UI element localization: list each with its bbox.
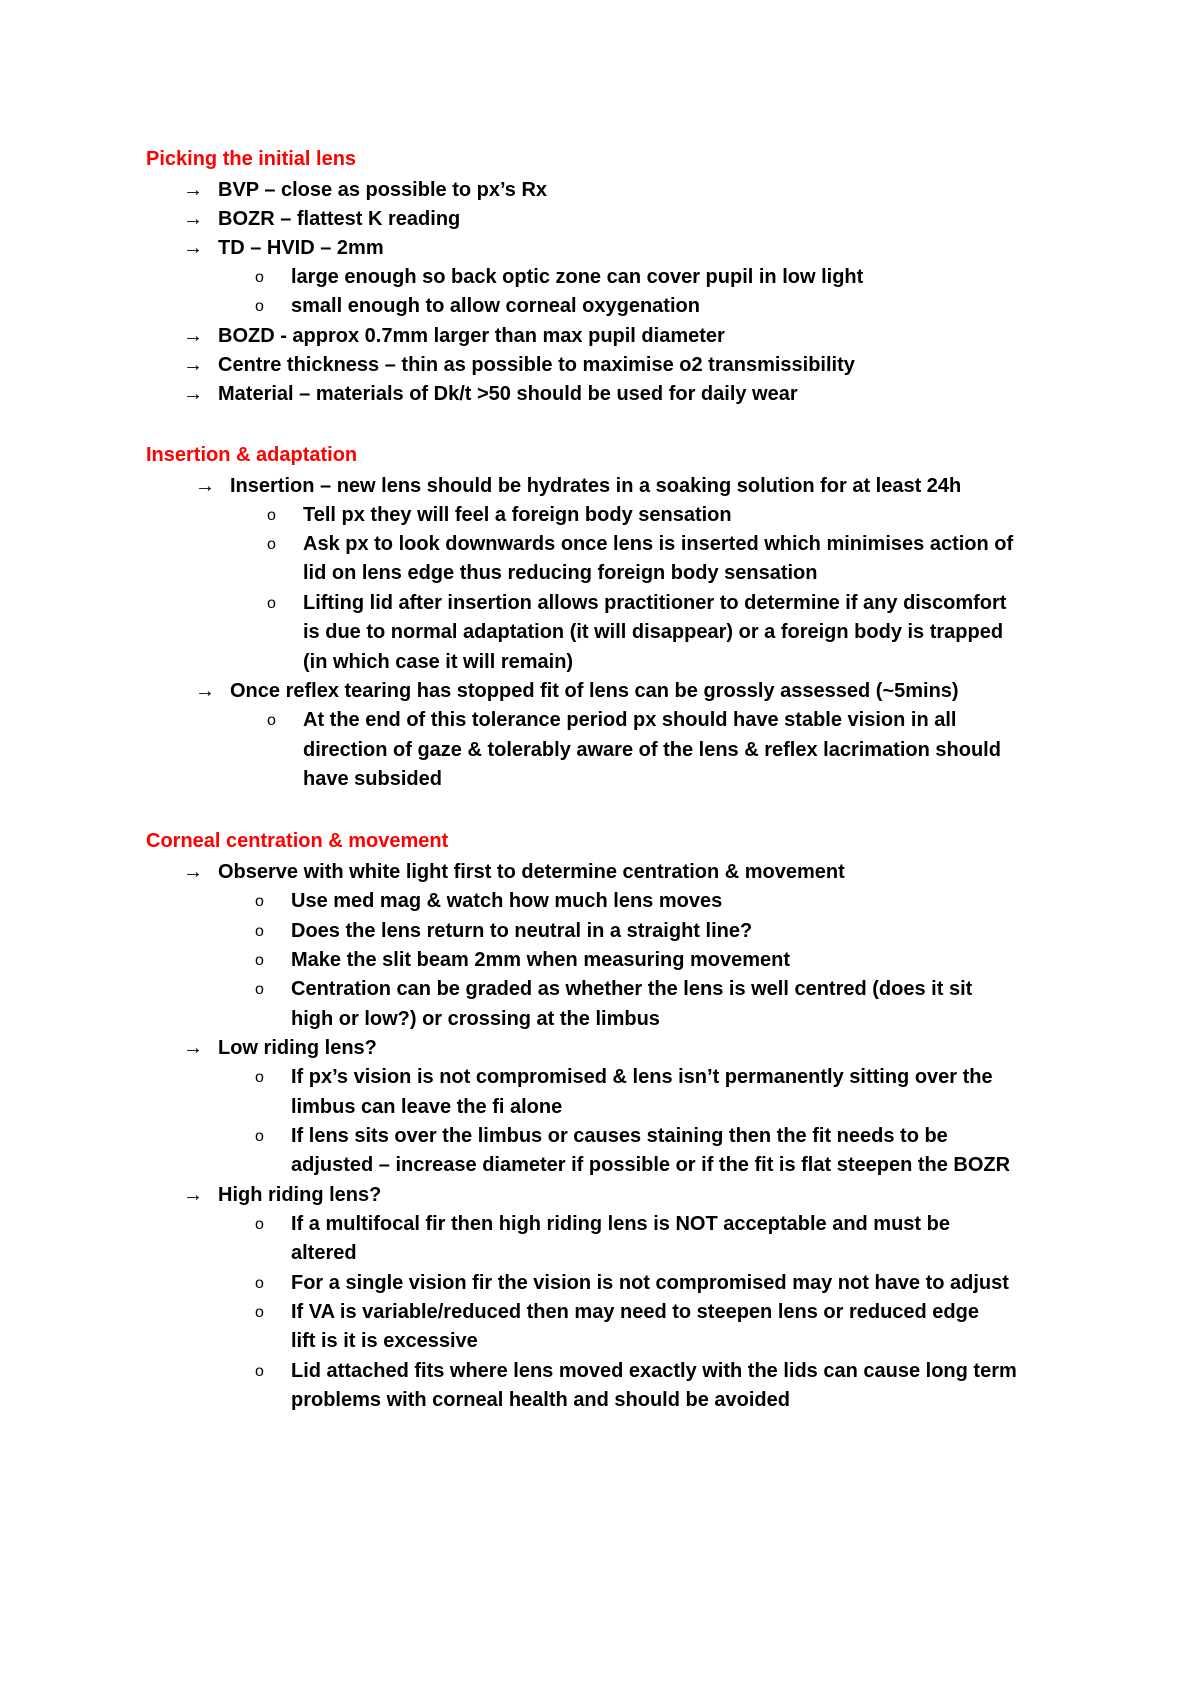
arrow-bullet-icon: → xyxy=(183,1184,203,1206)
circle-bullet-icon: o xyxy=(255,1304,264,1321)
list-item: high or low?) or crossing at the limbus xyxy=(291,1008,660,1030)
list-item: have subsided xyxy=(303,768,442,790)
arrow-bullet-icon: → xyxy=(183,383,203,405)
list-item: High riding lens? xyxy=(218,1184,382,1206)
circle-bullet-icon: o xyxy=(255,269,264,286)
list-item: If a multifocal fir then high riding lens is NOT acceptable and must be xyxy=(291,1213,950,1235)
list-item: large enough so back optic zone can cover pupil in low light xyxy=(291,266,864,288)
arrow-bullet-icon: → xyxy=(183,179,203,201)
circle-bullet-icon: o xyxy=(255,1275,264,1292)
circle-bullet-icon: o xyxy=(255,981,264,998)
arrow-bullet-icon: → xyxy=(183,861,203,883)
list-item: Ask px to look downwards once lens is inserted which minimises action of xyxy=(303,533,1014,555)
section-heading-insertion: Insertion & adaptation xyxy=(146,444,358,466)
list-item: Material – materials of Dk/t >50 should be used for daily wear xyxy=(218,383,798,405)
circle-bullet-icon: o xyxy=(255,1216,264,1233)
list-item: If VA is variable/reduced then may need to steepen lens or reduced edge xyxy=(291,1301,979,1323)
list-item: For a single vision fir the vision is not compromised may not have to adjust xyxy=(291,1272,1009,1294)
circle-bullet-icon: o xyxy=(255,1363,264,1380)
list-item: lid on lens edge thus reducing foreign body sensation xyxy=(303,562,818,584)
list-item: Does the lens return to neutral in a straight line? xyxy=(291,920,753,942)
arrow-bullet-icon: → xyxy=(183,1037,203,1059)
list-item: Centre thickness – thin as possible to maximise o2 transmissibility xyxy=(218,354,855,376)
arrow-bullet-icon: → xyxy=(195,680,215,702)
arrow-bullet-icon: → xyxy=(183,237,203,259)
list-item: BOZD - approx 0.7mm larger than max pupil diameter xyxy=(218,325,725,347)
list-item: Lifting lid after insertion allows practitioner to determine if any discomfort xyxy=(303,592,1007,614)
list-item: BOZR – flattest K reading xyxy=(218,208,461,230)
list-item: If px’s vision is not compromised & lens isn’t permanently sitting over the xyxy=(291,1066,993,1088)
circle-bullet-icon: o xyxy=(267,507,276,524)
list-item: At the end of this tolerance period px should have stable vision in all xyxy=(303,709,957,731)
circle-bullet-icon: o xyxy=(267,595,276,612)
list-item: Lid attached fits where lens moved exactly with the lids can cause long term xyxy=(291,1360,1017,1382)
circle-bullet-icon: o xyxy=(255,893,264,910)
circle-bullet-icon: o xyxy=(255,298,264,315)
section-heading-centration: Corneal centration & movement xyxy=(146,830,449,852)
circle-bullet-icon: o xyxy=(255,1069,264,1086)
circle-bullet-icon: o xyxy=(267,536,276,553)
list-item: (in which case it will remain) xyxy=(303,651,574,673)
circle-bullet-icon: o xyxy=(255,923,264,940)
list-item: Once reflex tearing has stopped fit of lens can be grossly assessed (~5mins) xyxy=(230,680,959,702)
circle-bullet-icon: o xyxy=(255,952,264,969)
list-item: adjusted – increase diameter if possible or if the fit is flat steepen the BOZR xyxy=(291,1154,1011,1176)
list-item: If lens sits over the limbus or causes staining then the fit needs to be xyxy=(291,1125,948,1147)
arrow-bullet-icon: → xyxy=(195,475,215,497)
list-item: direction of gaze & tolerably aware of the lens & reflex lacrimation should xyxy=(303,739,1001,761)
list-item: Insertion – new lens should be hydrates in a soaking solution for at least 24h xyxy=(230,475,962,497)
list-item: Low riding lens? xyxy=(218,1037,377,1059)
list-item: Observe with white light first to determine centration & movement xyxy=(218,861,845,883)
list-item: BVP – close as possible to px’s Rx xyxy=(218,179,548,201)
list-item: Tell px they will feel a foreign body sensation xyxy=(303,504,732,526)
list-item: altered xyxy=(291,1242,357,1264)
arrow-bullet-icon: → xyxy=(183,325,203,347)
list-item: problems with corneal health and should be avoided xyxy=(291,1389,790,1411)
circle-bullet-icon: o xyxy=(255,1128,264,1145)
list-item: is due to normal adaptation (it will disappear) or a foreign body is trapped xyxy=(303,621,1004,643)
list-item: TD – HVID – 2mm xyxy=(218,237,384,259)
list-item: limbus can leave the fi alone xyxy=(291,1096,563,1118)
arrow-bullet-icon: → xyxy=(183,354,203,376)
section-heading-picking: Picking the initial lens xyxy=(146,148,357,170)
list-item: Use med mag & watch how much lens moves xyxy=(291,890,723,912)
arrow-bullet-icon: → xyxy=(183,208,203,230)
list-item: lift is it is excessive xyxy=(291,1330,478,1352)
circle-bullet-icon: o xyxy=(267,712,276,729)
list-item: Centration can be graded as whether the lens is well centred (does it sit xyxy=(291,978,973,1000)
list-item: Make the slit beam 2mm when measuring movement xyxy=(291,949,791,971)
list-item: small enough to allow corneal oxygenation xyxy=(291,295,700,317)
